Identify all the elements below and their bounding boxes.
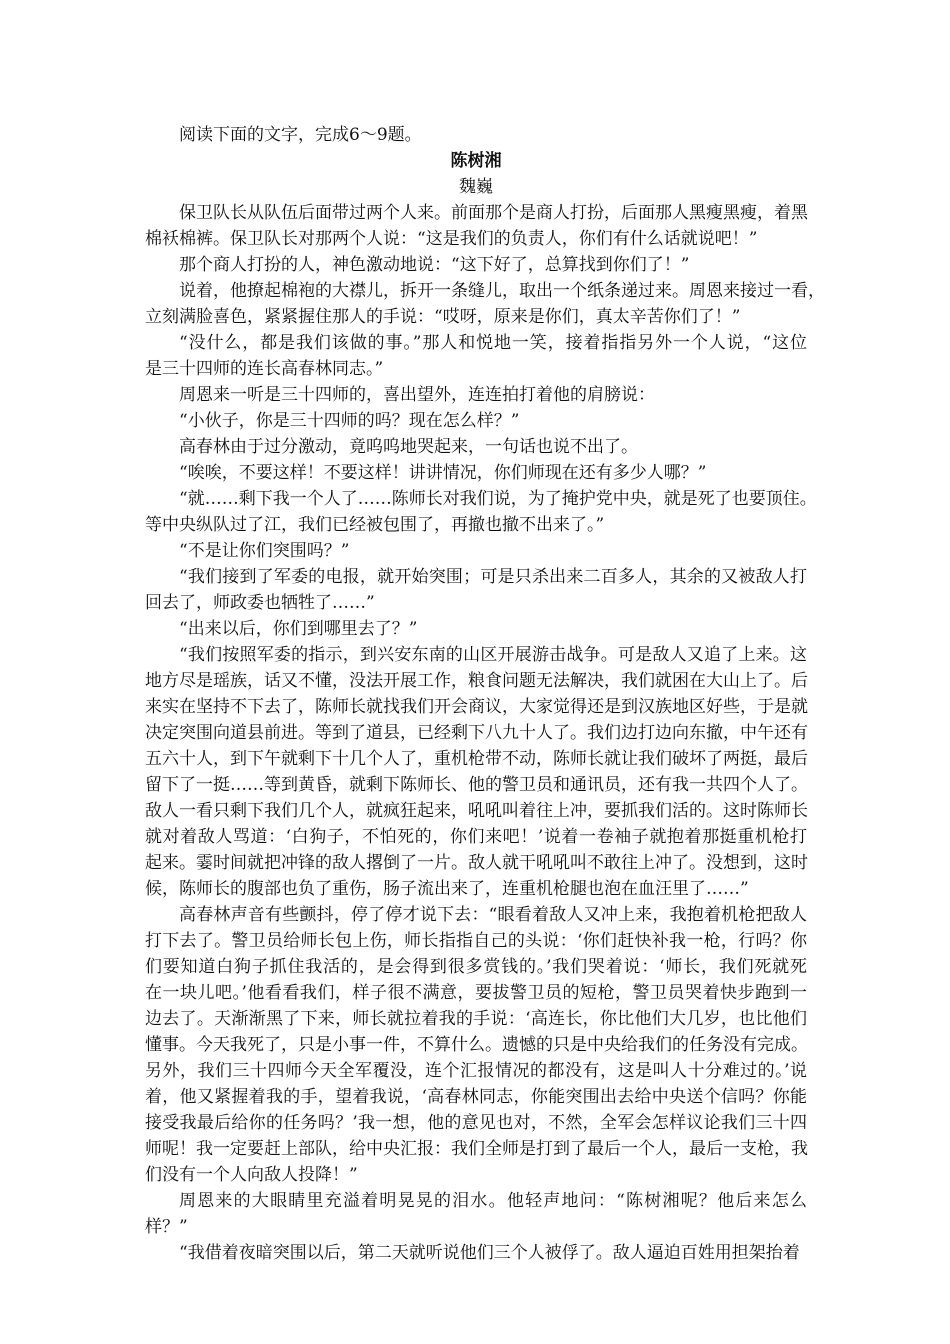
paragraph-line: 起来。霎时间就把冲锋的敌人撂倒了一片。敌人就干吼吼叫不敢往上冲了。没想到，这时 [145,853,808,873]
paragraph-line: “我们接到了军委的电报，就开始突围；可是只杀出来二百多人，其余的又被敌人打 [179,567,807,587]
paragraph-line: 地方尽是瑶族，话又不懂，没法开展工作，粮食问题无法解决，我们就困在大山上了。后 [145,671,808,691]
paragraph-line: 周恩来的大眼睛里充溢着明晃晃的泪水。他轻声地问：“陈树湘呢？他后来怎么 [179,1191,807,1211]
paragraph [145,1188,807,1240]
paragraph [145,902,807,1188]
paragraph-line: 在一块儿吧。’他看看我们，样子很不满意，要拔警卫员的短枪，警卫员哭着快步跑到一 [145,983,807,1003]
paragraph-line: “出来以后，你们到哪里去了？” [179,619,418,639]
paragraph-line: 接受我最后给你的任务吗？’我一想，他的意见也对，不然，全军会怎样议论我们三十四 [145,1113,807,1133]
paragraph-line: 样？” [145,1217,188,1237]
paragraph [145,1240,807,1266]
paragraph [145,382,807,408]
paragraph-line: 打下去了。警卫员给师长包上伤，师长指指自己的头说：‘你们赶快补我一枪，行吗？你 [145,931,807,951]
paragraph-line: 候，陈师长的腹部也负了重伤，肠子流出来了，连重机枪腿也泡在血汪里了……” [145,879,749,899]
paragraph-line: 五六十人，到下午就剩下十几个人了，重机枪带不动，陈师长就让我们破坏了两挺，最后 [145,749,808,769]
paragraph-line: 是三十四师的连长高春林同志。” [145,359,384,379]
paragraph [145,434,807,460]
paragraph [145,564,807,616]
paragraph-line: 回去了，师政委也牺牲了……” [145,593,375,613]
paragraph-line: 保卫队长从队伍后面带过两个人来。前面那个是商人打扮，后面那人黑瘦黑瘦，着黑 [179,203,808,223]
paragraph-line: 敌人一看只剩下我们几个人，就疯狂起来，吼吼叫着往上冲，要抓我们活的。这时陈师长 [145,801,808,821]
paragraph-line: “不是让你们突围吗？” [179,541,350,561]
paragraph-line: “我借着夜暗突围以后，第二天就听说他们三个人被俘了。敌人逼迫百姓用担架抬着 [179,1243,800,1263]
paragraph-line: 来实在坚持不下去了，陈师长就找我们开会商议，大家觉得还是到汉族地区好些，于是就 [145,697,808,717]
paragraph-line: 们要知道白狗子抓住我活的，是会得到很多赏钱的。’我们哭着说：‘师长，我们死就死 [145,957,807,977]
document-page [145,122,825,1266]
paragraph [145,460,807,486]
paragraph-line: 立刻满脸喜色，紧紧握住那人的手说：“哎呀，原来是你们，真太辛苦你们了！” [145,307,741,327]
paragraph [145,538,807,564]
paragraph-line: 那个商人打扮的人，神色激动地说：“这下好了，总算找到你们了！” [179,255,690,275]
paragraph [145,278,825,330]
paragraph-line: 就对着敌人骂道：‘白狗子，不怕死的，你们来吧！’说着一卷袖子就抱着那挺重机枪打 [145,827,807,847]
paragraph-line: “唉唉，不要这样！不要这样！讲讲情况，你们师现在还有多少人哪？” [179,463,707,483]
paragraph [145,330,807,382]
article-body [145,200,825,1266]
paragraph-line: 留下了一挺……等到黄昏，就剩下陈师长、他的警卫员和通讯员，还有我一共四个人了。 [145,775,808,795]
article-author: 魏巍 [459,177,493,197]
paragraph-line: 们没有一个人向敌人投降！” [145,1165,358,1185]
paragraph-line: 着，他又紧握着我的手，望着我说，‘高春林同志，你能突围出去给中央送个信吗？你能 [145,1087,807,1107]
paragraph [145,200,807,252]
paragraph-line: “我们按照军委的指示，到兴安东南的山区开展游击战争。可是敌人又追了上来。这 [179,645,807,665]
paragraph-line: 师呢！我一定要赶上部队，给中央汇报：我们全师是打到了最后一个人，最后一支枪，我 [145,1139,808,1159]
article-title: 陈树湘 [450,151,502,171]
paragraph-line: 决定突围向道县前进。等到了道县，已经剩下八九十人了。我们边打边向东撤，中午还有 [145,723,808,743]
instruction: 阅读下面的文字，完成6～9题。 [179,125,422,145]
paragraph-line: 说着，他撩起棉袍的大襟儿，拆开一条缝儿，取出一个纸条递过来。周恩来接过一看， [179,281,825,301]
paragraph-line: 周恩来一听是三十四师的，喜出望外，连连拍打着他的肩膀说： [179,385,655,405]
paragraph [145,486,817,538]
paragraph-line: 另外，我们三十四师今天全军覆没，连个汇报情况的都没有，这是叫人十分难过的。’说 [145,1061,807,1081]
paragraph [145,408,807,434]
paragraph-line: 懂事。今天我死了，只是小事一件，不算什么。遗憾的只是中央给我们的任务没有完成。 [145,1035,808,1055]
paragraph-line: 边去了。天渐渐黑了下来，师长就拉着我的手说：‘高连长，你比他们大几岁，也比他们 [145,1009,807,1029]
paragraph-line: 高春林声音有些颤抖，停了停才说下去：“眼看着敌人又冲上来，我抱着机枪把敌人 [179,905,807,925]
paragraph-line: 棉袄棉裤。保卫队长对那两个人说：“这是我们的负责人，你们有什么话就说吧！” [145,229,758,249]
paragraph-line: “就……剩下我一个人了……陈师长对我们说，为了掩护党中央，就是死了也要顶住。 [179,489,817,509]
paragraph-line: 高春林由于过分激动，竟呜呜地哭起来，一句话也说不出了。 [179,437,638,457]
paragraph [145,616,807,642]
paragraph-line: “小伙子，你是三十四师的吗？现在怎么样？” [179,411,520,431]
paragraph-line: “没什么，都是我们该做的事。”那人和悦地一笑，接着指指另外一个人说，“这位 [179,333,807,353]
paragraph-line: 等中央纵队过了江，我们已经被包围了，再撤也撤不出来了。” [145,515,605,535]
paragraph [145,252,807,278]
paragraph [145,642,807,902]
